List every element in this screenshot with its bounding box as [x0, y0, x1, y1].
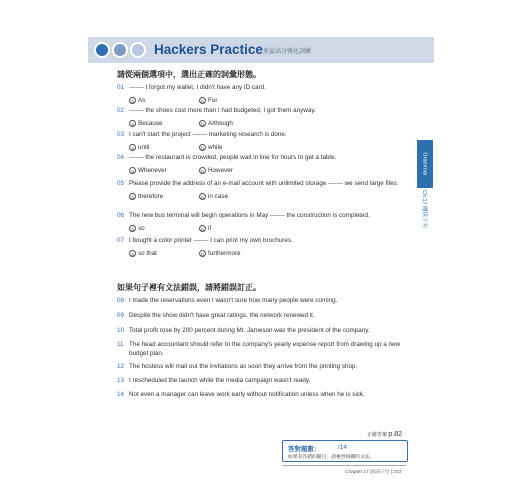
question-item: [117, 84, 402, 106]
question-item: [117, 180, 402, 202]
question-number: 11: [117, 341, 124, 348]
option-a-marker: a: [129, 97, 136, 104]
option-b[interactable]: b For: [199, 97, 217, 106]
instruction-1: 請從兩個選項中，選出正確的詞彙形態。: [117, 70, 261, 79]
option-b-marker: b: [199, 144, 206, 151]
question-text: Not even a manager can leave work early without notification unless when he is sick.: [129, 391, 365, 398]
question-item: [117, 363, 402, 372]
question-item: [117, 212, 402, 234]
option-b-marker: b: [199, 120, 206, 127]
question-text: I rescheduled the launch while the media campaign wasn't ready.: [129, 377, 311, 384]
section-title: Hackers Practice: [154, 42, 263, 57]
question-number: 08: [117, 297, 125, 304]
question-number: 04: [117, 154, 125, 161]
question-text: Total profit rose by 200 percent during Mr. Jameson was the president of the company.: [129, 327, 370, 334]
circle-icon: [112, 42, 128, 58]
question-number: 07: [117, 237, 125, 244]
circle-icon: [94, 42, 110, 58]
option-a[interactable]: a therefore: [129, 193, 163, 202]
question-number: 10: [117, 327, 125, 334]
question-number: 02: [117, 107, 125, 114]
option-a[interactable]: a so that: [129, 250, 157, 259]
question-item: [117, 341, 402, 358]
score-box: [282, 440, 408, 462]
question-number: 12: [117, 363, 125, 370]
footer-divider: [282, 465, 406, 466]
option-b-marker: b: [199, 193, 206, 200]
option-b[interactable]: b if: [199, 225, 211, 234]
question-item: [117, 237, 402, 259]
option-b[interactable]: b furthermore: [199, 250, 241, 259]
question-text: The head accountant should refer to the company's yearly expense report from drawing up a new budget plan.: [129, 341, 401, 357]
question-item: [117, 391, 402, 400]
question-item: [117, 377, 402, 386]
score-note: 如果有答錯的題目，請複習相關的文法。: [288, 455, 375, 460]
score-value: /14: [338, 444, 348, 451]
option-b[interactable]: b in case: [199, 193, 228, 202]
question-text: The new bus terminal will begin operations in May ------- the construction is completed.: [129, 212, 370, 219]
option-a-marker: a: [129, 225, 136, 232]
question-text: I can't start the project ------- marketing research is done.: [129, 131, 287, 138]
page-footer: Chapter 17 副詞子句 | 203: [345, 470, 402, 475]
option-a-marker: a: [129, 144, 136, 151]
question-number: 06: [117, 212, 125, 219]
question-item: [117, 154, 402, 176]
option-a[interactable]: a Because: [129, 120, 163, 129]
option-b-marker: b: [199, 225, 206, 232]
question-item: [117, 107, 402, 129]
question-text: I bought a color printer ------- I can print my own brochures.: [129, 237, 293, 244]
option-b-marker: b: [199, 167, 206, 174]
section-subtitle: 多益高分強化訓練: [263, 49, 312, 55]
option-a[interactable]: a so: [129, 225, 145, 234]
option-b-marker: b: [199, 97, 206, 104]
question-text: ------- the restaurant is crowded, people wait in line for hours to get a table.: [129, 154, 337, 161]
option-a[interactable]: a As: [129, 97, 145, 106]
question-text: Please provide the address of an e-mail account with unlimited storage ------- we send large files.: [129, 180, 399, 187]
question-number: 03: [117, 131, 125, 138]
option-b-marker: b: [199, 250, 206, 257]
option-b[interactable]: b while: [199, 144, 222, 153]
score-label: 答對題數：: [288, 446, 321, 453]
option-b[interactable]: b Although: [199, 120, 233, 129]
page-header: [88, 37, 434, 63]
question-number: 05: [117, 180, 125, 187]
question-number: 09: [117, 312, 125, 319]
option-a-marker: a: [129, 250, 136, 257]
option-a-marker: a: [129, 167, 136, 174]
circle-icon: [130, 42, 146, 58]
question-number: 01: [117, 84, 125, 91]
side-chapter-label: Ch 17 關係子句: [421, 189, 427, 229]
question-text: ------- I forgot my wallet, I didn't have any ID card.: [129, 84, 266, 91]
side-tab-grammar: Grammar: [417, 140, 433, 188]
question-number: 14: [117, 391, 125, 398]
question-text: ------- the shoes cost more than I had budgeted, I got them anyway.: [129, 107, 316, 114]
question-text: I made the reservations even I wasn't sure how many people were coming.: [129, 297, 338, 304]
answer-reference: 正確答案 p.82: [367, 431, 403, 438]
option-a-marker: a: [129, 193, 136, 200]
instruction-2: 如果句子裡有文法錯誤，請將錯誤訂正。: [117, 283, 261, 292]
option-a-marker: a: [129, 120, 136, 127]
question-text: Despite the show didn't have great ratings, the network renewed it.: [129, 312, 315, 319]
option-a[interactable]: a until: [129, 144, 150, 153]
question-item: [117, 297, 402, 306]
option-a[interactable]: a Whenever: [129, 167, 167, 176]
question-item: [117, 131, 402, 153]
question-number: 13: [117, 377, 125, 384]
question-item: [117, 327, 402, 336]
question-text: The hostess will mail out the invitations as soon they arrive from the printing shop.: [129, 363, 358, 370]
question-item: [117, 312, 402, 321]
option-b[interactable]: b However: [199, 167, 233, 176]
